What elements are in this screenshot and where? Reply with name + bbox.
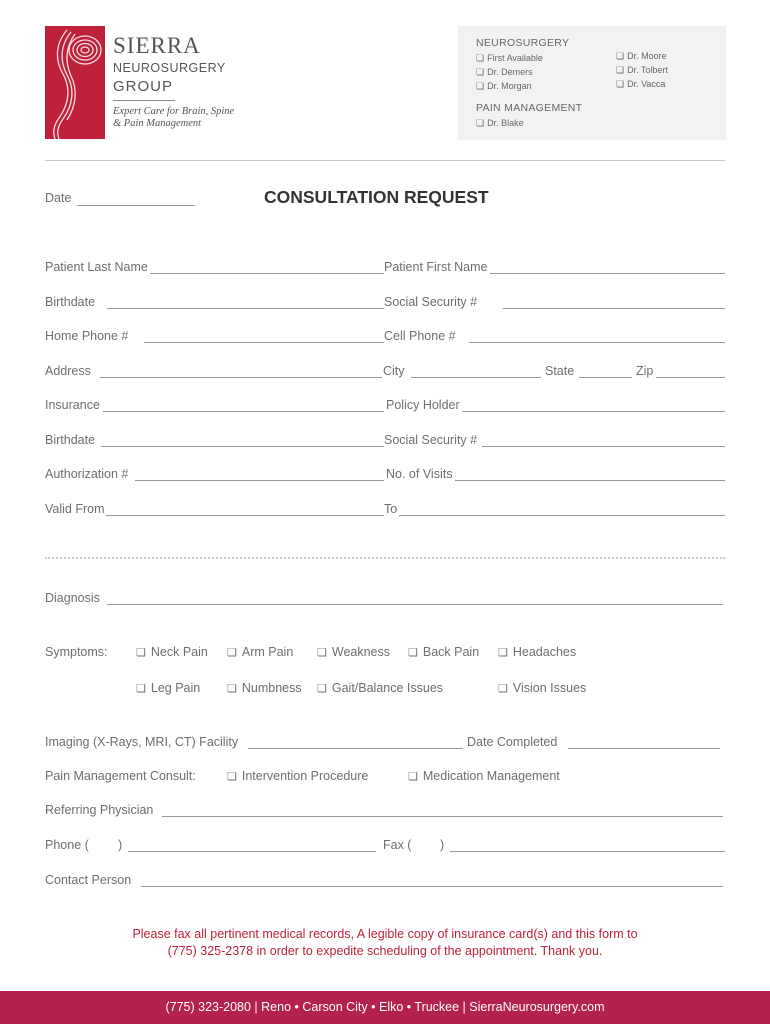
address-field[interactable] xyxy=(100,377,382,378)
physician-option[interactable]: ❏ Dr. Tolbert xyxy=(616,65,668,75)
symptom-neck-pain[interactable]: ❏ Neck Pain xyxy=(136,645,208,659)
physician-option[interactable]: ❏ Dr. Moore xyxy=(616,51,667,61)
zip-field[interactable] xyxy=(656,377,725,378)
checkbox-icon[interactable]: ❏ xyxy=(317,647,327,659)
symptoms-label: Symptoms: xyxy=(45,645,108,659)
contact-person-field[interactable] xyxy=(141,886,723,887)
address-label: Address xyxy=(45,364,91,378)
patient-first-name-field[interactable] xyxy=(490,273,725,274)
policy-holder-label: Policy Holder xyxy=(386,398,460,412)
valid-from-field[interactable] xyxy=(106,515,384,516)
fax-label: Fax ( xyxy=(383,838,412,852)
checkbox-icon[interactable]: ❏ xyxy=(317,683,327,695)
checkbox-icon[interactable]: ❏ xyxy=(476,81,485,91)
physician-option[interactable]: ❏ First Available xyxy=(476,53,543,63)
phone-paren: ) xyxy=(118,838,123,852)
symptom-gait-balance[interactable]: ❏ Gait/Balance Issues xyxy=(317,681,444,695)
checkbox-icon[interactable]: ❏ xyxy=(136,647,146,659)
home-phone-label: Home Phone # xyxy=(45,329,129,343)
intervention-procedure-option[interactable]: ❏ Intervention Procedure xyxy=(227,769,369,783)
birthdate-field[interactable] xyxy=(107,308,384,309)
form-title: CONSULTATION REQUEST xyxy=(264,187,489,207)
policy-holder-field[interactable] xyxy=(462,411,725,412)
symptom-headaches[interactable]: ❏ Headaches xyxy=(498,645,577,659)
visits-label: No. of Visits xyxy=(386,467,453,481)
footer-contact-bar: (775) 323-2080 | Reno • Carson City • Elko • Truckee | SierraNeurosurgery.com xyxy=(0,991,770,1024)
checkbox-icon[interactable]: ❏ xyxy=(616,51,625,61)
city-label: City xyxy=(383,364,405,378)
neurosurgery-left-list xyxy=(476,53,543,95)
checkbox-icon[interactable]: ❏ xyxy=(227,771,237,783)
pain-management-heading: PAIN MANAGEMENT xyxy=(476,102,583,114)
symptom-weakness[interactable]: ❏ Weakness xyxy=(317,645,391,659)
checkbox-icon[interactable]: ❏ xyxy=(498,647,508,659)
checkbox-icon[interactable]: ❏ xyxy=(227,683,237,695)
cell-phone-label: Cell Phone # xyxy=(384,329,456,343)
neurosurgery-right-list xyxy=(616,51,668,93)
valid-to-label: To xyxy=(384,502,398,516)
checkbox-icon[interactable]: ❏ xyxy=(616,65,625,75)
insured-ssn-label: Social Security # xyxy=(384,433,478,447)
physician-selection-box xyxy=(458,26,726,140)
section-divider xyxy=(45,557,725,559)
symptom-back-pain[interactable]: ❏ Back Pain xyxy=(408,645,480,659)
checkbox-icon[interactable]: ❏ xyxy=(476,53,485,63)
checkbox-icon[interactable]: ❏ xyxy=(616,79,625,89)
medication-management-option[interactable]: ❏ Medication Management xyxy=(408,769,560,783)
fax-field[interactable] xyxy=(450,851,725,852)
state-field[interactable] xyxy=(579,377,632,378)
authorization-field[interactable] xyxy=(135,480,384,481)
brand-divider xyxy=(113,100,175,101)
valid-from-label: Valid From xyxy=(45,502,105,516)
checkbox-icon[interactable]: ❏ xyxy=(136,683,146,695)
logo-mark xyxy=(45,26,105,139)
tagline-line-2: & Pain Management xyxy=(113,118,202,129)
insured-birthdate-field[interactable] xyxy=(101,446,384,447)
fax-paren: ) xyxy=(440,838,445,852)
pain-consult-label: Pain Management Consult: xyxy=(45,769,196,783)
brand-title: SIERRA xyxy=(113,33,201,58)
date-field[interactable] xyxy=(77,205,195,206)
symptom-numbness[interactable]: ❏ Numbness xyxy=(227,681,302,695)
insurance-label: Insurance xyxy=(45,398,100,412)
checkbox-icon[interactable]: ❏ xyxy=(227,647,237,659)
date-completed-label: Date Completed xyxy=(467,735,558,749)
referring-physician-field[interactable] xyxy=(162,816,723,817)
physician-option[interactable]: ❏ Dr. Demers xyxy=(476,67,533,77)
insurance-field[interactable] xyxy=(103,411,384,412)
brain-spine-logo-icon xyxy=(45,26,105,139)
brand-tagline xyxy=(113,106,253,130)
zip-label: Zip xyxy=(636,364,654,378)
birthdate-label: Birthdate xyxy=(45,295,96,309)
state-label: State xyxy=(545,364,575,378)
header-divider xyxy=(45,160,725,161)
fax-instructions-line-1: Please fax all pertinent medical records, A legible copy of insurance card(s) and this form to xyxy=(132,927,638,941)
valid-to-field[interactable] xyxy=(399,515,725,516)
checkbox-icon[interactable]: ❏ xyxy=(476,67,485,77)
imaging-field[interactable] xyxy=(248,748,463,749)
neurosurgery-heading: NEUROSURGERY xyxy=(476,37,570,49)
symptom-leg-pain[interactable]: ❏ Leg Pain xyxy=(136,681,201,695)
date-label: Date xyxy=(45,191,72,205)
symptom-vision[interactable]: ❏ Vision Issues xyxy=(498,681,587,695)
symptom-arm-pain[interactable]: ❏ Arm Pain xyxy=(227,645,294,659)
imaging-label: Imaging (X-Rays, MRI, CT) Facility xyxy=(45,735,239,749)
insured-ssn-field[interactable] xyxy=(482,446,725,447)
fax-instructions xyxy=(70,926,700,960)
physician-option[interactable]: ❏ Dr. Blake xyxy=(476,118,524,128)
physician-option[interactable]: ❏ Dr. Vacca xyxy=(616,79,666,89)
tagline-line-1: Expert Care for Brain, Spine xyxy=(113,106,235,117)
fax-instructions-line-2: (775) 325-2378 in order to expedite scheduling of the appointment. Thank you. xyxy=(167,944,603,958)
phone-label: Phone ( xyxy=(45,838,89,852)
date-completed-field[interactable] xyxy=(568,748,720,749)
ssn-field[interactable] xyxy=(503,308,725,309)
checkbox-icon[interactable]: ❏ xyxy=(408,771,418,783)
visits-field[interactable] xyxy=(455,480,725,481)
home-phone-field[interactable] xyxy=(144,342,384,343)
brand-group: GROUP xyxy=(113,78,174,95)
ssn-label: Social Security # xyxy=(384,295,478,309)
diagnosis-field[interactable] xyxy=(107,604,723,605)
authorization-label: Authorization # xyxy=(45,467,129,481)
city-field[interactable] xyxy=(411,377,541,378)
referring-physician-label: Referring Physician xyxy=(45,803,154,817)
insured-birthdate-label: Birthdate xyxy=(45,433,96,447)
physician-option[interactable]: ❏ Dr. Morgan xyxy=(476,81,532,91)
brand-subtitle: NEUROSURGERY xyxy=(113,61,226,75)
patient-first-name-label: Patient First Name xyxy=(384,260,488,274)
cell-phone-field[interactable] xyxy=(469,342,725,343)
phone-field[interactable] xyxy=(128,851,376,852)
diagnosis-label: Diagnosis xyxy=(45,591,100,605)
patient-last-name-field[interactable] xyxy=(150,273,384,274)
patient-last-name-label: Patient Last Name xyxy=(45,260,148,274)
checkbox-icon[interactable]: ❏ xyxy=(476,118,485,128)
checkbox-icon[interactable]: ❏ xyxy=(408,647,418,659)
checkbox-icon[interactable]: ❏ xyxy=(498,683,508,695)
contact-person-label: Contact Person xyxy=(45,873,132,887)
